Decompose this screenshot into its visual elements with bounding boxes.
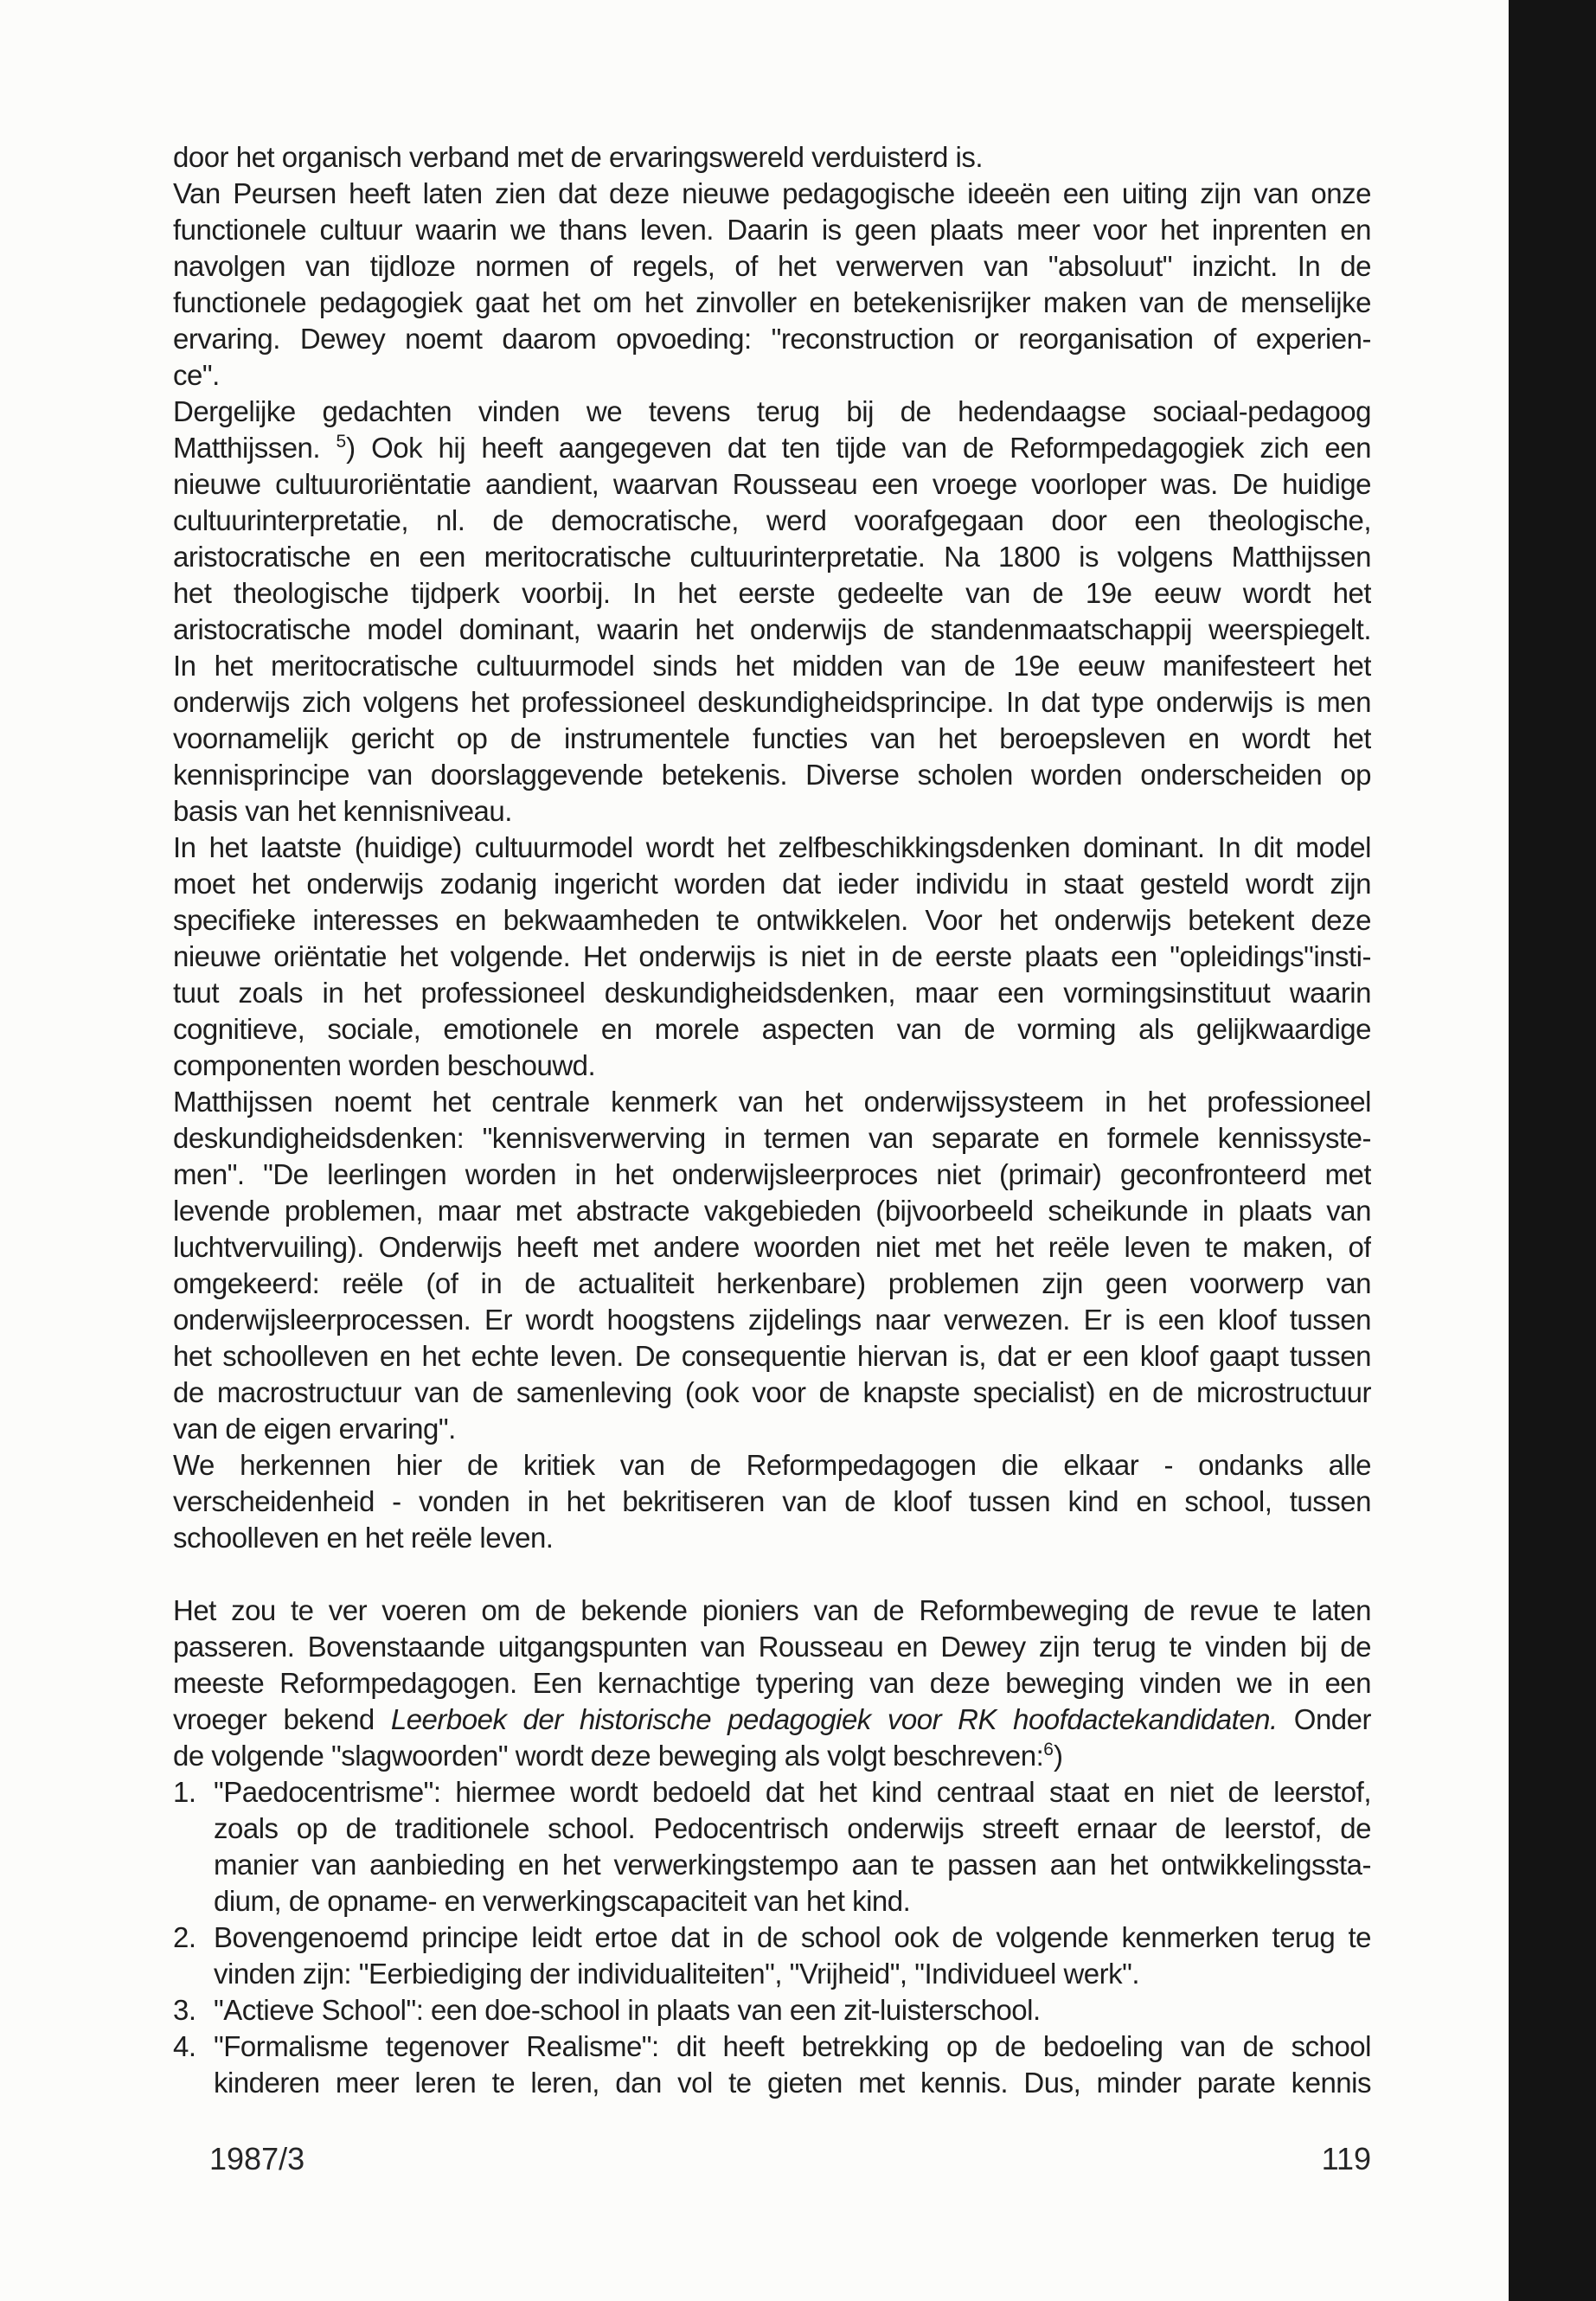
text-line: cognitieve, sociale, emotionele en morele aspecten van de vorming als gelijkwaardige xyxy=(173,1013,1371,1045)
text-line: dium, de opname- en verwerkingscapaciteit van het kind. xyxy=(214,1885,911,1917)
text-line: zoals op de traditionele school. Pedocentrisch onderwijs streeft ernaar de leerstof, de xyxy=(214,1812,1371,1844)
text-line: van de eigen ervaring". xyxy=(173,1413,456,1445)
text-line: meeste Reformpedagogen. Een kernachtige typering van deze beweging vinden we in een xyxy=(173,1667,1371,1699)
text-line: door het organisch verband met de ervaringswereld verduisterd is. xyxy=(173,141,984,173)
text-line: passeren. Bovenstaande uitgangspunten van Rousseau en Dewey zijn terug te vinden bij de xyxy=(173,1631,1371,1663)
text-line: men". "De leerlingen worden in het onderwijsleerproces niet (primair) geconfronteerd met xyxy=(173,1158,1371,1190)
numbered-list xyxy=(173,1774,1371,2101)
paragraph xyxy=(173,1084,1371,1447)
text-line: Dergelijke gedachten vinden we tevens terug bij de hedendaagse sociaal-pedagoog xyxy=(173,395,1371,427)
text-line: vinden zijn: "Eerbiediging der individualiteiten", "Vrijheid", "Individueel werk". xyxy=(214,1958,1139,1990)
list-item-number: 2. xyxy=(173,1921,196,1953)
list-item-number: 4. xyxy=(173,2030,196,2062)
text-line: onderwijs zich volgens het professioneel deskundigheidsprincipe. In dat type onderwijs is men xyxy=(173,686,1371,718)
text-line: aristocratische model dominant, waarin het onderwijs de standenmaatschappij weerspiegelt. xyxy=(173,613,1371,645)
text-segment: ) xyxy=(1053,1740,1063,1772)
text-line: Bovengenoemd principe leidt ertoe dat in de school ook de volgende kenmerken terug te xyxy=(214,1921,1371,1953)
text-line: In het meritocratische cultuurmodel sinds het midden van de 19e eeuw manifesteert het xyxy=(173,650,1371,682)
list-item xyxy=(173,1774,1371,1920)
paragraph xyxy=(173,1593,1371,1774)
list-item-number: 1. xyxy=(173,1776,196,1808)
list-item xyxy=(173,2029,1371,2101)
text-segment: Matthijssen. xyxy=(173,432,337,464)
list-item xyxy=(173,1920,1371,1992)
text-line: Van Peursen heeft laten zien dat deze nieuwe pedagogische ideeën een uiting zijn van onze xyxy=(173,177,1371,209)
text-line: specifieke interesses en bekwaamheden te ontwikkelen. Voor het onderwijs betekent deze xyxy=(173,904,1371,936)
text-segment: Onder xyxy=(1277,1703,1371,1735)
text-line: kennisprincipe van doorslaggevende betekenis. Diverse scholen worden onderscheiden op xyxy=(173,759,1371,791)
text-line: nieuwe oriëntatie het volgende. Het onderwijs is niet in de eerste plaats een "opleidings"insti- xyxy=(173,940,1371,972)
text-segment: vroeger bekend xyxy=(173,1703,391,1735)
text-line: nieuwe cultuuroriëntatie aandient, waarvan Rousseau een vroege voorloper was. De huidige xyxy=(173,468,1371,500)
book-title: Leerboek der historische pedagogiek voor RK hoofdactekandidaten. xyxy=(390,1703,1278,1735)
issue-number: 1987/3 xyxy=(209,2141,305,2176)
text-line: We herkennen hier de kritiek van de Reformpedagogen die elkaar - ondanks alle xyxy=(173,1449,1371,1481)
text-line: onderwijsleerprocessen. Er wordt hoogstens zijdelings naar verwezen. Er is een kloof tussen xyxy=(173,1304,1371,1336)
text-line: tuut zoals in het professioneel deskundigheidsdenken, maar een vormingsinstituut waarin xyxy=(173,977,1371,1009)
list-item xyxy=(173,1992,1371,2029)
footnote-ref: 6 xyxy=(1043,1740,1054,1759)
text-line: ervaring. Dewey noemt daarom opvoeding: "reconstruction or reorganisation of experien- xyxy=(173,323,1371,355)
text-line: functionele cultuur waarin we thans leven. Daarin is geen plaats meer voor het inprenten en xyxy=(173,214,1371,246)
text-line xyxy=(173,430,1371,466)
text-line: moet het onderwijs zodanig ingericht worden dat ieder individu in staat gesteld wordt zijn xyxy=(173,868,1371,900)
text-line: verscheidenheid - vonden in het bekritiseren van de kloof tussen kind en school, tussen xyxy=(173,1485,1371,1517)
text-line: het schoolleven en het echte leven. De consequentie hiervan is, dat er een kloof gaapt tussen xyxy=(173,1340,1371,1372)
text-line: omgekeerd: reële (of in de actualiteit herkenbare) problemen zijn geen voorwerp van xyxy=(173,1267,1371,1299)
text-line xyxy=(173,1702,1371,1738)
text-line: levende problemen, maar met abstracte vakgebieden (bijvoorbeeld scheikunde in plaats van xyxy=(173,1195,1371,1227)
text-line: voornamelijk gericht op de instrumentele functies van het beroepsleven en wordt het xyxy=(173,722,1371,754)
text-line: "Formalisme tegenover Realisme": dit heeft betrekking op de bedoeling van de school xyxy=(214,2030,1371,2062)
page-number: 119 xyxy=(1321,2141,1371,2176)
text-line: functionele pedagogiek gaat het om het zinvoller en betekenisrijker maken van de menselijke xyxy=(173,286,1371,318)
paragraph xyxy=(173,139,1371,176)
paragraph xyxy=(173,830,1371,1084)
text-line: Het zou te ver voeren om de bekende pioniers van de Reformbeweging de revue te laten xyxy=(173,1594,1371,1626)
text-line: componenten worden beschouwd. xyxy=(173,1049,596,1081)
text-segment: de volgende "slagwoorden" wordt deze beweging als volgt beschreven: xyxy=(173,1740,1044,1772)
text-line: In het laatste (huidige) cultuurmodel wordt het zelfbeschikkingsdenken dominant. In dit model xyxy=(173,831,1371,863)
text-column xyxy=(173,139,1371,2101)
text-line: "Actieve School": een doe-school in plaats van een zit-luisterschool. xyxy=(214,1994,1041,2026)
text-line xyxy=(173,1738,1371,1774)
paragraph xyxy=(173,1447,1371,1556)
text-line: de macrostructuur van de samenleving (ook voor de knapste specialist) en de microstructuur xyxy=(173,1376,1371,1408)
paragraph-gap xyxy=(173,1556,1371,1593)
text-line: schoolleven en het reële leven. xyxy=(173,1522,554,1554)
text-line: deskundigheidsdenken: "kennisverwerving in termen van separate en formele kennissyste- xyxy=(173,1122,1371,1154)
text-line: Matthijssen noemt het centrale kenmerk van het onderwijssysteem in het professioneel xyxy=(173,1086,1371,1118)
text-line: cultuurinterpretatie, nl. de democratische, werd voorafgegaan door een theologische, xyxy=(173,504,1371,536)
text-line: luchtvervuiling). Onderwijs heeft met andere woorden niet met het reële leven te maken, of xyxy=(173,1231,1371,1263)
footnote-ref: 5 xyxy=(336,432,347,452)
text-line: manier van aanbieding en het verwerkingstempo aan te passen aan het ontwikkelingssta- xyxy=(214,1849,1371,1881)
list-item-number: 3. xyxy=(173,1994,196,2026)
text-line: kinderen meer leren te leren, dan vol te gieten met kennis. Dus, minder parate kennis xyxy=(214,2067,1371,2099)
text-line: aristocratische en een meritocratische cultuurinterpretatie. Na 1800 is volgens Matthijssen xyxy=(173,541,1371,573)
text-line: ce". xyxy=(173,359,220,391)
page-footer xyxy=(209,2140,1371,2178)
text-segment: ) Ook hij heeft aangegeven dat ten tijde van de Reformpedagogiek zich een xyxy=(346,432,1371,464)
paragraph xyxy=(173,394,1371,830)
text-line: navolgen van tijdloze normen of regels, of het verwerven van "absoluut" inzicht. In de xyxy=(173,250,1371,282)
paragraph xyxy=(173,176,1371,394)
scan-edge xyxy=(1509,0,1596,2301)
text-line: "Paedocentrisme": hiermee wordt bedoeld dat het kind centraal staat en niet de leerstof, xyxy=(214,1776,1371,1808)
text-line: het theologische tijdperk voorbij. In het eerste gedeelte van de 19e eeuw wordt het xyxy=(173,577,1371,609)
text-line: basis van het kennisniveau. xyxy=(173,795,512,827)
